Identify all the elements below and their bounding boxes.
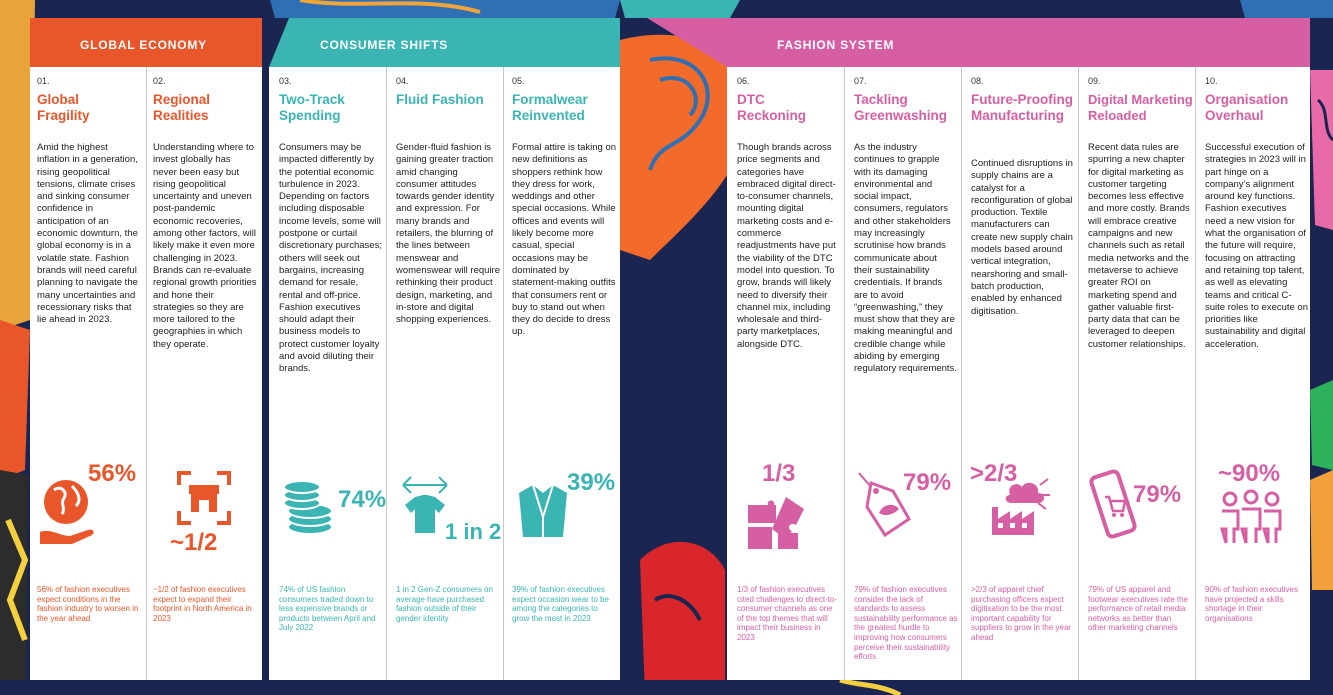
- theme-title: DTC Reckoning: [737, 92, 807, 123]
- theme-number: 06.: [737, 76, 750, 86]
- stat-caption: ~1/2 of fashion executives expect to expand their footprint in North America in 2023: [153, 585, 252, 623]
- section-label: GLOBAL ECONOMY: [80, 38, 207, 52]
- theme-title: Two-Track Spending: [279, 92, 345, 123]
- theme-card-formalwear-reinvented: [503, 67, 617, 680]
- theme-title: Organisation Overhaul: [1205, 92, 1289, 123]
- theme-body: Amid the highest inflation in a generation, rising geopolitical tensions, climate crises and sinking consumer confidence in anticipation of an economic downturn, the global economy is in a volatile state. Fashion brands will need careful planning to navigate the many uncertainties and recessionary risks that lie ahead in 2023.: [37, 142, 138, 326]
- theme-body: Gender-fluid fashion is gaining greater traction amid changing consumer attitudes towards gender identity and expression. For many brands and retailers, the blurring of the lines between menswear and womenswear will require rethinking their product design, marketing, and in-store and digital shopping experiences.: [396, 142, 501, 326]
- theme-number: 07.: [854, 76, 867, 86]
- stat-value: >2/3: [970, 460, 1018, 487]
- theme-title: Digital Marketing Reloaded: [1088, 92, 1193, 123]
- stat-value: 79%: [1133, 481, 1182, 508]
- theme-card-organisation-overhaul: [1196, 67, 1310, 680]
- theme-title: Tackling Greenwashing: [854, 92, 948, 123]
- stat-value: 56%: [88, 460, 137, 487]
- stat-caption: 56% of fashion executives expect conditions in the fashion industry to worsen in the year ahead: [37, 585, 139, 623]
- theme-title: Global Fragility: [37, 92, 90, 123]
- section-banner-global-economy: [30, 18, 262, 67]
- stat-caption: 1/3 of fashion executives cited challenges to direct-to-consumer channels as one of the top themes that will impact their business in 2023: [737, 585, 838, 642]
- stat-caption: 1 in 2 Gen-Z consumers on average have purchased fashion outside of their gender identity: [396, 585, 493, 623]
- stat-value: 79%: [903, 469, 952, 496]
- stat-caption: 74% of US fashion consumers traded down to less expensive brands or products between April and July 2022: [279, 585, 376, 633]
- stat-caption: 39% of fashion executives expect occasion wear to be among the categories to grow the most in 2023: [512, 585, 609, 623]
- theme-body: As the industry continues to grapple with its damaging environmental and social impact, consumers, regulators and other stakeholders may increasingly scrutinise how brands communicate about their sustainability credentials. If brands are to avoid “greenwashing,” they must show that they are making meaningful and credible change while abiding by emerging regulatory requirements.: [854, 142, 957, 375]
- theme-number: 10.: [1205, 76, 1218, 86]
- section-label: FASHION SYSTEM: [777, 38, 895, 52]
- section-banner-fashion-system: [627, 18, 1310, 67]
- theme-title: Regional Realities: [153, 92, 211, 123]
- theme-number: 05.: [512, 76, 525, 86]
- theme-card-digital-marketing-reloaded: [1079, 67, 1193, 680]
- blazer-icon: [517, 483, 569, 539]
- theme-body: Consumers may be impacted differently by the potential economic turbulence in 2023. Depending on factors including disposable income levels, some will postpone or curtail discretionary purchases; others will seek out bargains, increasing demand for resale, rental and off-price. Fashion executives should adapt their business models to protect customer loyalty and avoid diluting their brands.: [279, 142, 382, 375]
- theme-body: Successful execution of strategies in 2023 will in part hinge on a company’s alignment around key functions. Fashion executives need a new vision for what the organisation of the future will require, focusing on attracting and retaining top talent, as well as elevating teams and critical C-suite roles to execute on priorities like sustainability and digital acceleration.: [1205, 142, 1308, 350]
- section-banner-consumer-shifts: [269, 18, 620, 67]
- stat-value: 1 in 2: [445, 519, 502, 544]
- theme-card-two-track-spending: [270, 67, 387, 680]
- theme-body: Formal attire is taking on new definitions as shoppers rethink how they dress for work, weddings and other special occasions. While offices and events will likely become more casual, special occasions may be dominated by statement-making outfits that consumers rent or buy to stand out when they do decide to dress up.: [512, 142, 617, 338]
- theme-body: Recent data rules are spurring a new chapter for digital marketing as customer targeting becomes less effective and more costly. Brands will embrace creative campaigns and new channels such as retail media networks and the metaverse to achieve greater ROI on marketing spend and gather valuable first-party data that can be leveraged to deepen customer relationships.: [1088, 142, 1190, 350]
- coin-stacks-icon: [280, 477, 336, 537]
- stat-value: 74%: [338, 486, 387, 513]
- puzzle-icon: [746, 495, 806, 551]
- theme-card-fluid-fashion: [387, 67, 501, 680]
- storefront-icon: [177, 471, 231, 525]
- theme-card-tackling-greenwashing: [845, 67, 959, 680]
- cloud-factory-icon: [988, 467, 1052, 537]
- stat-caption: >2/3 of apparel chief purchasing officers expect digitisation to be the most important capability for suppliers to grow in the year ahead: [971, 585, 1072, 642]
- theme-title: Future-Proofing Manufacturing: [971, 92, 1073, 123]
- stat-caption: 79% of fashion executives consider the lack of standards to assess sustainability performance as the greatest hurdle to improving how consumers perceive their sustainability efforts: [854, 585, 958, 662]
- theme-body: Continued disruptions in supply chains are a catalyst for a reconfiguration of global production. Textile manufacturers can create new supply chain models based around vertical integration, nearshoring and small-batch production, enabled by enhanced digitisation.: [971, 158, 1073, 317]
- theme-number: 02.: [153, 76, 166, 86]
- stat-value: ~90%: [1218, 460, 1281, 487]
- theme-card-future-proofing-manufacturing: [962, 67, 1076, 680]
- section-label: CONSUMER SHIFTS: [320, 38, 449, 52]
- stat-caption: 90% of fashion executives have projected a skills shortage in their organisations: [1205, 585, 1298, 623]
- theme-card-dtc-reckoning: [728, 67, 842, 680]
- team-people-icon: [1218, 489, 1284, 545]
- theme-card-regional-realities: [144, 67, 258, 680]
- theme-card-global-fragility: [28, 67, 142, 680]
- mobile-cart-icon: [1089, 469, 1137, 541]
- theme-number: 01.: [37, 76, 50, 86]
- theme-number: 09.: [1088, 76, 1101, 86]
- theme-body: Understanding where to invest globally has never been easy but rising geopolitical uncertainty and uneven post-pandemic economic recoveries, among other factors, will likely make it even more challenging in 2023. Brands can re-evaluate regional growth priorities and hone their strategies so they are more tailored to the geographies in which they operate.: [153, 142, 257, 350]
- theme-number: 08.: [971, 76, 984, 86]
- theme-number: 03.: [279, 76, 292, 86]
- theme-title: Fluid Fashion: [396, 92, 484, 107]
- stat-value: 39%: [567, 469, 616, 496]
- stat-value: 1/3: [762, 460, 796, 487]
- stat-caption: 79% of US apparel and footwear executives rate the performance of retail media networks as better than other marketing channels: [1088, 585, 1189, 633]
- stat-value: ~1/2: [170, 529, 218, 556]
- theme-number: 04.: [396, 76, 409, 86]
- theme-title: Formalwear Reinvented: [512, 92, 588, 123]
- theme-body: Though brands across price segments and categories have embraced digital direct-to-consumer channels, mounting digital marketing costs and e-commerce readjustments have put the viability of the DTC model into question. To grow, brands will likely need to diversify their channel mix, including wholesale and third-party marketplaces, alongside DTC.: [737, 142, 836, 350]
